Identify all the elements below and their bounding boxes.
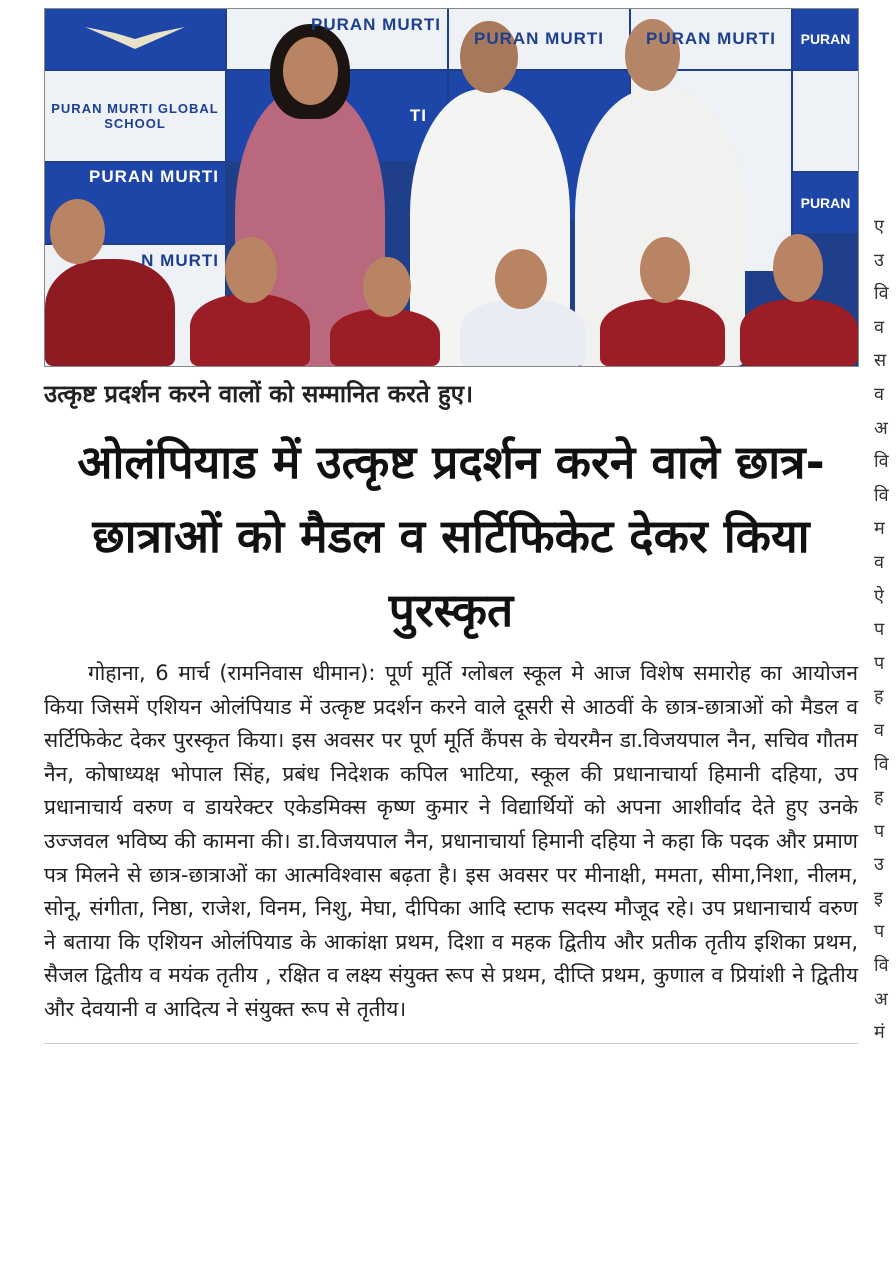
student: [600, 299, 725, 366]
fragment-char: उ: [874, 854, 884, 876]
face: [283, 37, 338, 105]
fragment-char: ऐ: [874, 585, 884, 607]
backdrop-logo: PURAN: [793, 9, 858, 69]
backdrop-logo-wings: [45, 9, 225, 69]
article-column: [44, 8, 858, 1044]
article-line: प्रियांशी ने द्वितीय और देवयानी व आदित्य ने संयुक्त रूप से तृतीय।: [44, 963, 859, 1021]
student: [190, 294, 310, 366]
backdrop-logo: PURAN MURTI: [45, 163, 225, 243]
article-line: मौजूद रहे। उप प्रधानाचार्य वरुण ने बताया कि एशियन ओलंपियाड के आकांक्षा: [44, 896, 858, 954]
fragment-char: ह: [874, 787, 884, 809]
fragment-char: अ: [874, 988, 888, 1010]
article-line: स्कूल की प्रधानाचार्या हिमानी दहिया, उप प्रधानाचार्य वरुण व डायरेक्टर: [44, 761, 858, 820]
face: [225, 237, 277, 303]
fragment-char: अ: [874, 417, 888, 439]
article-line: उज्जवल भविष्य की कामना की। डा.विजयपाल नैन, प्रधानाचार्या हिमानी: [44, 828, 584, 853]
fragment-char: व: [874, 551, 885, 573]
fragment-char: ए: [874, 216, 884, 237]
article-body: [44, 657, 858, 1027]
student: [740, 299, 858, 366]
article-line: दहिया ने कहा कि पदक और प्रमाण पत्र मिलने से छात्र-छात्राओं का: [44, 828, 858, 887]
article-line: सोनू, संगीता, निष्ठा, राजेश, विनम, निशु, मेघा, दीपिका आदि स्टाफ सदस्य: [44, 896, 608, 921]
student: [330, 309, 440, 366]
fragment-char: म: [874, 518, 885, 540]
face: [50, 199, 105, 264]
article-line: नैन, सचिव गौतम नैन, कोषाध्यक्ष भोपाल सिंह, प्रबंध निदेशक कपिल भाटिया,: [44, 728, 858, 786]
fragment-char: मं: [874, 1022, 885, 1044]
fragment-char: व: [874, 383, 885, 405]
article-line: मयंक तृतीय , रक्षित व लक्ष्य संयुक्त रूप से प्रथम, दीप्ति प्रथम, कुणाल व: [168, 963, 724, 988]
fragment-char: प: [874, 820, 885, 842]
fragment-char: व: [874, 316, 885, 338]
headline: [44, 425, 858, 647]
headline-line-2: को मैडल व सर्टिफिकेट देकर किया पुरस्कृत: [236, 509, 810, 637]
backdrop-logo: N MURTI: [45, 245, 225, 366]
face: [363, 257, 411, 317]
backdrop-panel: [793, 71, 858, 171]
event-photo: [44, 8, 859, 367]
article-line: गोहाना, 6 मार्च (रामनिवास धीमान): पूर्ण मूर्ति ग्लोबल स्कूल मे आज: [88, 661, 631, 685]
wings-logo-icon: [75, 19, 195, 59]
article-line: एकेडमिक्स कृष्ण कुमार ने विद्यार्थियों को अपना आशीर्वाद देते हुए उनके: [283, 795, 858, 820]
adjacent-column-fragment: [874, 210, 896, 1050]
backdrop-logo: PURAN MURTI GLOBAL SCHOOL: [45, 71, 225, 161]
backdrop-logo: PURAN MURTI: [631, 9, 791, 69]
article-line: देकर पुरस्कृत किया। इस अवसर पर पूर्ण मूर्ति कैंपस के चेयरमैन डा.विजयपाल: [129, 728, 720, 753]
backdrop-logo: PURAN MURTI: [227, 9, 447, 69]
face: [773, 234, 823, 302]
fragment-char: वि: [874, 753, 889, 775]
student: [460, 299, 585, 366]
fragment-char: वि: [874, 484, 889, 506]
article-line: आत्मविश्वास बढ़ता है। इस अवसर पर मीनाक्षी, ममता, सीमा,निशा, नीलम,: [284, 862, 858, 887]
article-line: प्रदर्शन करने वाले दूसरी से आठवीं के छात्र-छात्राओं को मैडल व सर्टिफिकेट: [44, 694, 859, 753]
backdrop-logo: PURAN MURTI: [449, 9, 629, 69]
fragment-char: व: [874, 719, 885, 741]
fragment-char: प: [874, 652, 885, 674]
divider: [44, 1043, 858, 1044]
article-line: प्रथम, दिशा व महक द्वितीय और प्रतीक तृतीय इशिका प्रथम, सैजल द्वितीय व: [44, 929, 858, 988]
face: [495, 249, 547, 309]
fragment-char: उ: [874, 249, 884, 271]
fragment-char: प: [874, 921, 885, 943]
backdrop-logo: TI: [227, 71, 447, 161]
fragment-char: प: [874, 619, 885, 641]
article-line: विशेष समारोह का आयोजन किया जिसमें एशियन ओलंपियाड में उत्कृष्ट: [44, 661, 858, 719]
photo-caption: उत्कृष्ट प्रदर्शन करने वालों को सम्मानित करते हुए।: [44, 380, 474, 408]
fragment-char: इ: [874, 887, 883, 909]
headline-line-1: ओलंपियाड में उत्कृष्ट प्रदर्शन करने वाले छात्र-छात्राओं: [77, 435, 825, 563]
backdrop-logo: PURAN: [793, 173, 858, 233]
fragment-char: स: [874, 350, 887, 372]
fragment-char: वि: [874, 955, 889, 977]
face: [640, 237, 690, 303]
fragment-char: वि: [874, 283, 889, 305]
fragment-char: वि: [874, 451, 889, 473]
student: [45, 259, 175, 366]
fragment-char: ह: [874, 686, 884, 708]
